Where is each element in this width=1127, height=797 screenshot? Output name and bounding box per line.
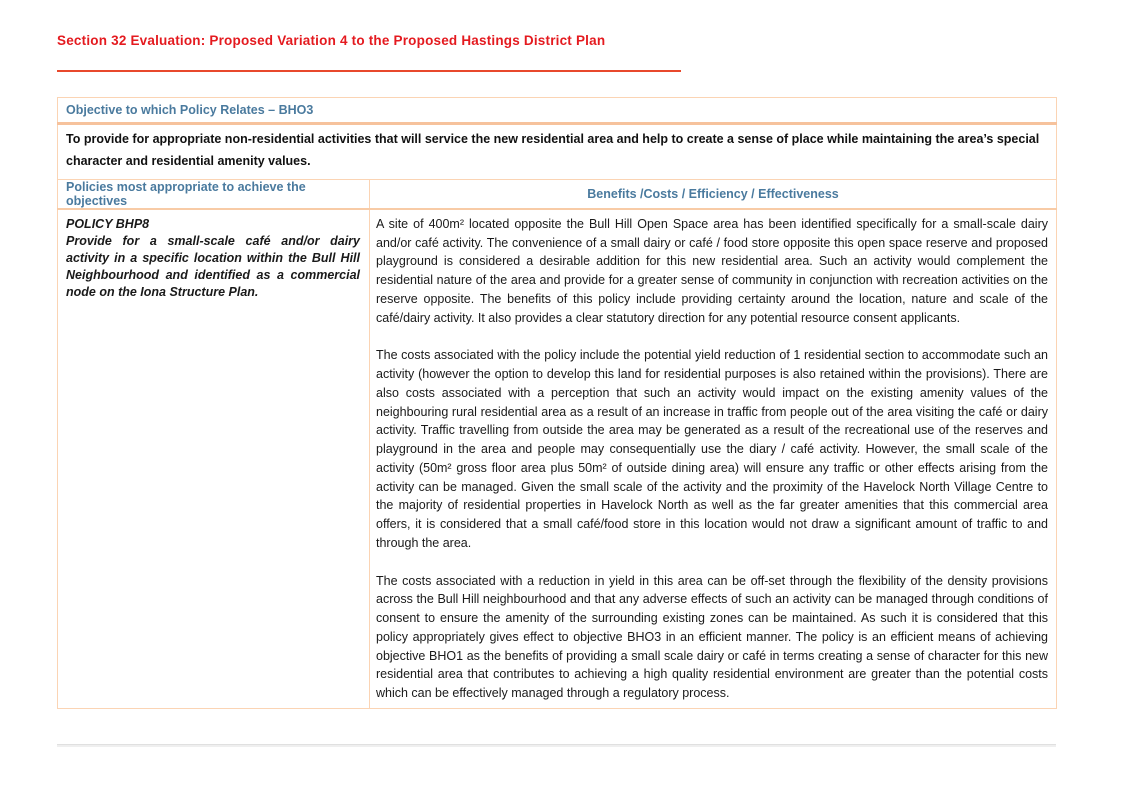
evaluation-table [57,97,1057,709]
objective-header-cell: Objective to which Policy Relates – BHO3 [58,98,1057,124]
column-header-row [58,179,1057,209]
title-underline-rule [57,70,681,72]
benefits-paragraph-3: The costs associated with a reduction in yield in this area can be off-set through the flexibility of the density provisions across the Bull Hill neighbourhood and that any adverse effects of such an activity can be managed through conditions of consent to ensure the amenity of the surrounding existing zones can be maintained. As such it is considered that this policy appropriately gives effect to objective BHO3 in an efficient manner. The policy is an efficient means of achieving objective BHO1 as the benefits of providing a small scale dairy or café in terms creating a sense of character for this new residential area that contributes to achieving a high quality residential environment are greater than the potential costs which can be effectively managed through a regulatory process. [376,573,1048,700]
column-header-policies: Policies most appropriate to achieve the objectives [58,179,370,209]
policy-content-row [58,209,1057,709]
objective-header-row [58,98,1057,124]
objective-text-row [58,124,1057,180]
page-title: Section 32 Evaluation: Proposed Variation 4 to the Proposed Hastings District Plan [57,33,606,48]
benefits-cell [370,209,1057,709]
benefits-paragraph-1: A site of 400m² located opposite the Bull Hill Open Space area has been identified specifically for a small-scale dairy and/or café activity. The convenience of a small dairy or café / food store opposite this open space reserve and proposed playground is considered a desirable addition for this new residential area. Such an activity would complement the residential nature of the area and provide for a greater sense of community in conjunction with recreation activities on the reserve opposite. The benefits of this policy include providing certainty around the location, nature and scale of the café/dairy activity. It also provides a clear statutory direction for any potential resource consent applicants. [376,216,1048,325]
column-header-benefits: Benefits /Costs / Efficiency / Effectiveness [370,179,1057,209]
policy-cell [58,209,370,709]
policy-name: POLICY BHP8 [66,216,150,231]
objective-text-cell: To provide for appropriate non-residential activities that will service the new residential area and help to create a sense of place while maintaining the area’s special character and residential amenity values. [58,124,1057,180]
policy-description: Provide for a small-scale café and/or dairy activity in a specific location within the Bull Hill Neighbourhood and identified as a commercial node on the Iona Structure Plan. [66,233,360,300]
benefits-paragraph-2: The costs associated with the policy include the potential yield reduction of 1 residential section to accommodate such an activity (however the option to develop this land for residential purposes is also retained within the provisions). There are also costs associated with a perception that such an activity would impact on the existing amenity values of the neighbouring rural residential area as a result of an increase in traffic from people out of the area visiting the café or dairy activity. Traffic travelling from outside the area may be generated as a result of the recreational use of the reserves and playground in the area and people may consequentially use the diary / café activity. However, the small scale of the activity (50m² gross floor area plus 50m² of outside dining area) will ensure any traffic or other effects arising from the activity can be managed. Given the small scale of the activity and the proximity of the Havelock North Village Centre to the majority of residential properties in Havelock North as well as the far greater amenities that this commercial area offers, it is considered that a small café/food store in this location would not draw a significant amount of traffic to and through the area. [376,348,1048,550]
footer-divider-rule [57,744,1056,747]
